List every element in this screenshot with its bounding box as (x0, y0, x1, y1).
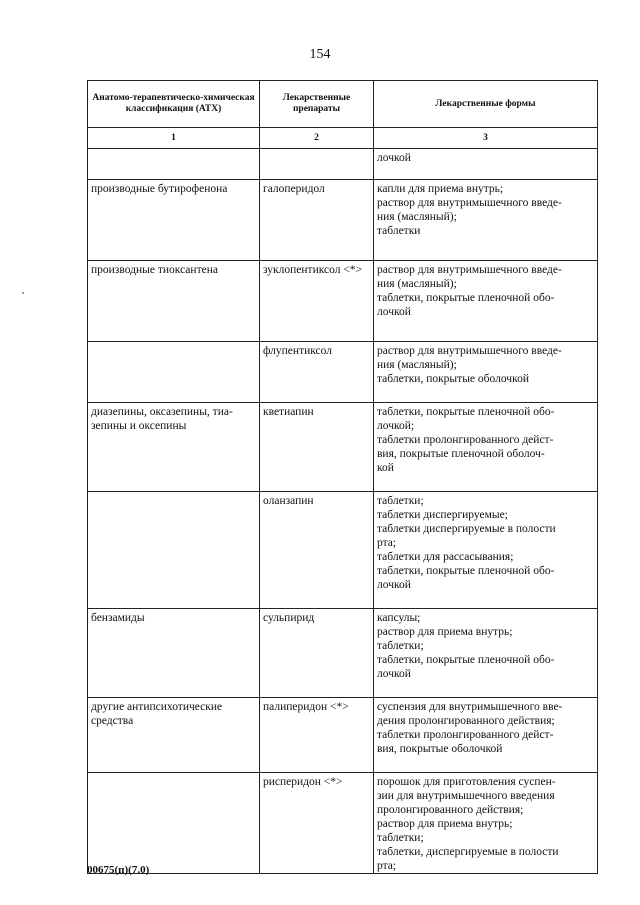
dosage-form-line: лочкой (377, 306, 411, 318)
dosage-form-line: раствор для внутримышечного введе- (377, 345, 562, 357)
dosage-form-line: порошок для приготовления суспен- (377, 776, 556, 788)
header-atc: Анатомо-терапевтическо-химическая классификация (АТХ) (88, 81, 260, 128)
dosage-form-line: таблетки; (377, 495, 424, 507)
dosage-forms-cell (374, 609, 598, 698)
dosage-form-line: капсулы; (377, 612, 421, 624)
atc-class-cell (88, 492, 260, 609)
table-row (88, 609, 598, 698)
dosage-form-line: рта; (377, 860, 397, 872)
drug-name-cell: кветиапин (260, 403, 374, 492)
column-number-2: 2 (260, 128, 374, 149)
dosage-form-line: таблетки, покрытые пленочной обо- (377, 406, 555, 418)
table-row (88, 180, 598, 261)
drug-table (87, 80, 598, 874)
drug-name-cell: зуклопентиксол <*> (260, 261, 374, 342)
dosage-forms-cell (374, 342, 598, 403)
dosage-form-line: таблетки для рассасывания; (377, 551, 514, 563)
dosage-forms-cell (374, 149, 598, 180)
dosage-form-line: таблетки; (377, 832, 424, 844)
atc-class-cell: диазепины, оксазепины, тиа-зепины и оксепины (88, 403, 260, 492)
atc-class-cell (88, 773, 260, 874)
column-number-3: 3 (374, 128, 598, 149)
dosage-form-line: раствор для внутримышечного введе- (377, 264, 562, 276)
dosage-form-line: зии для внутримышечного введения (377, 790, 555, 802)
dosage-forms-cell (374, 261, 598, 342)
drug-name-cell: сульпирид (260, 609, 374, 698)
atc-class-cell: другие антипсихотические средства (88, 698, 260, 773)
dosage-form-line: ния (масляный); (377, 278, 457, 290)
dosage-form-line: ния (масляный); (377, 359, 457, 371)
drug-name-cell (260, 149, 374, 180)
dosage-forms-cell (374, 492, 598, 609)
dosage-form-line: лочкой (377, 579, 411, 591)
dosage-forms-cell (374, 773, 598, 874)
drug-name-cell: оланзапин (260, 492, 374, 609)
table-row (88, 149, 598, 180)
atc-class-cell: производные тиоксантена (88, 261, 260, 342)
table-row (88, 342, 598, 403)
dosage-forms-cell (374, 698, 598, 773)
atc-class-cell: производные бутирофенона (88, 180, 260, 261)
dosage-form-line: таблетки, покрытые пленочной обо- (377, 565, 555, 577)
drug-name-cell: галоперидол (260, 180, 374, 261)
dosage-form-line: раствор для внутримышечного введе- (377, 197, 562, 209)
dosage-form-line: таблетки диспергируемые в полости (377, 523, 556, 535)
page-number: 154 (309, 47, 331, 62)
header-row (88, 81, 598, 128)
dosage-form-line: таблетки пролонгированного дейст- (377, 434, 554, 446)
atc-class-cell (88, 149, 260, 180)
dosage-form-line: раствор для приема внутрь; (377, 818, 513, 830)
drug-name-cell: палиперидон <*> (260, 698, 374, 773)
dosage-form-line: таблетки (377, 225, 421, 237)
dosage-form-line: вия, покрытые пленочной оболоч- (377, 448, 545, 460)
dosage-forms-cell (374, 180, 598, 261)
table-row (88, 492, 598, 609)
dosage-forms-cell (374, 403, 598, 492)
table-row (88, 773, 598, 874)
drug-name-cell: рисперидон <*> (260, 773, 374, 874)
atc-class-cell: бензамиды (88, 609, 260, 698)
dosage-form-line: раствор для приема внутрь; (377, 626, 513, 638)
dosage-form-line: пролонгированного действия; (377, 804, 524, 816)
table-row (88, 261, 598, 342)
dosage-form-line: таблетки пролонгированного дейст- (377, 729, 554, 741)
table-row (88, 698, 598, 773)
dosage-form-line: таблетки, диспергируемые в полости (377, 846, 559, 858)
dosage-form-line: лочкой; (377, 420, 415, 432)
document-code: 00675(п)(7.0) (87, 864, 150, 876)
table-row (88, 403, 598, 492)
dosage-form-line: кой (377, 462, 394, 474)
column-number-row (88, 128, 598, 149)
dosage-form-line: лочкой (377, 668, 411, 680)
dosage-form-line: ния (масляный); (377, 211, 457, 223)
column-number-1: 1 (88, 128, 260, 149)
scan-speck (22, 292, 24, 294)
dosage-form-line: таблетки, покрытые оболочкой (377, 373, 529, 385)
atc-class-cell (88, 342, 260, 403)
drug-name-cell: флупентиксол (260, 342, 374, 403)
table-body (88, 128, 598, 874)
dosage-form-line: рта; (377, 537, 397, 549)
dosage-form-line: капли для приема внутрь; (377, 183, 504, 195)
header-drugs: Лекарственные препараты (260, 81, 374, 128)
header-forms: Лекарственные формы (374, 81, 598, 128)
dosage-form-line: таблетки, покрытые пленочной обо- (377, 292, 555, 304)
dosage-form-line: таблетки диспергируемые; (377, 509, 508, 521)
dosage-form-line: лочкой (377, 152, 411, 164)
dosage-form-line: суспензия для внутримышечного вве- (377, 701, 563, 713)
dosage-form-line: таблетки; (377, 640, 424, 652)
dosage-form-line: вия, покрытые оболочкой (377, 743, 503, 755)
dosage-form-line: таблетки, покрытые пленочной обо- (377, 654, 555, 666)
dosage-form-line: дения пролонгированного действия; (377, 715, 555, 727)
